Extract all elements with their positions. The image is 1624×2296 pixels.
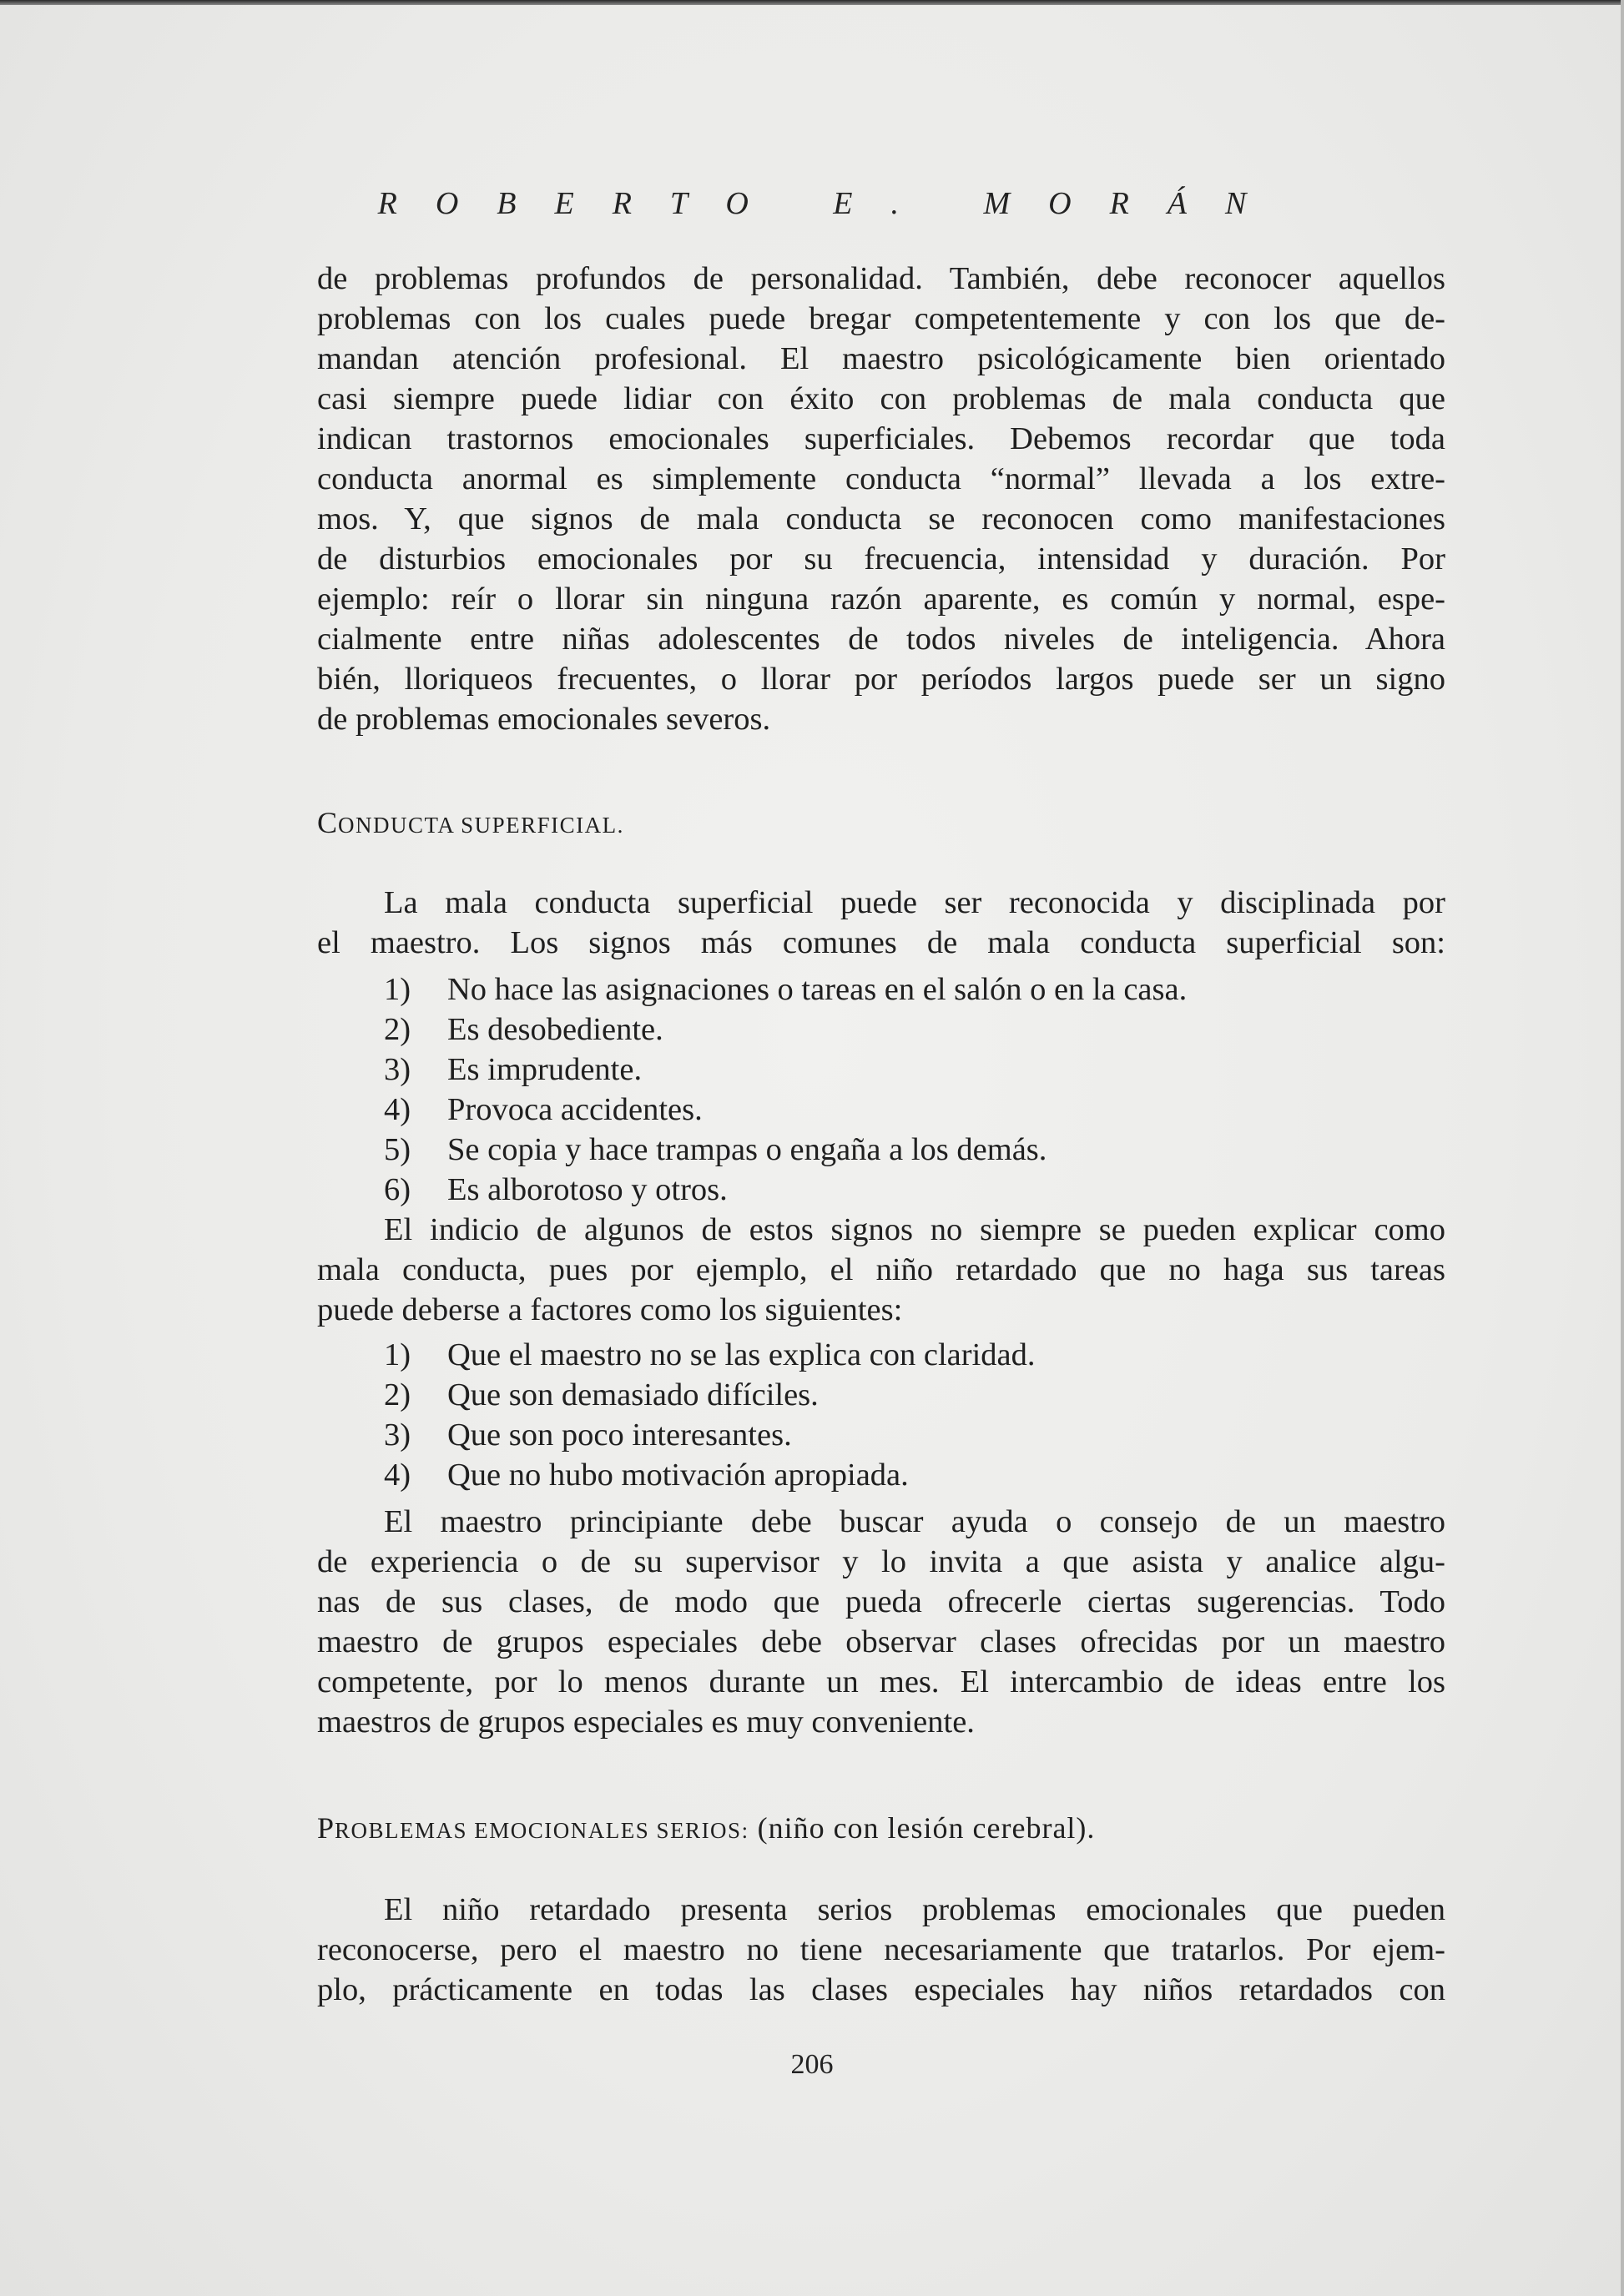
heading-smallcaps: ROBLEMAS EMOCIONALES SERIOS: — [335, 1818, 749, 1843]
text-line: de disturbios emocionales por su frecuencia, intensidad y duración. Por — [317, 541, 1445, 577]
text-line: ejemplo: reír o llorar sin ninguna razón aparente, es común y normal, espe- — [317, 582, 1445, 617]
list-item — [317, 1375, 1445, 1415]
text-line: de problemas emocionales severos. — [317, 702, 771, 737]
list-item-number: 2) — [384, 1012, 411, 1047]
list-item-text: Es desobediente. — [447, 1012, 663, 1047]
text-line: de problemas profundos de personalidad. También, debe reconocer aquellos — [317, 261, 1445, 296]
list-item — [317, 1050, 1445, 1090]
list-item — [317, 1130, 1445, 1170]
list-item — [317, 1090, 1445, 1130]
scan-right-edge — [1621, 0, 1624, 2296]
list-item-number: 1) — [384, 972, 411, 1007]
list-item-text: Se copia y hace trampas o engaña a los demás. — [447, 1132, 1047, 1167]
list-item — [317, 1010, 1445, 1050]
list-item-number: 2) — [384, 1377, 411, 1412]
list-item-text: Que son demasiado difíciles. — [447, 1377, 819, 1412]
list-item — [317, 1170, 1445, 1210]
text-line: maestros de grupos especiales es muy conveniente. — [317, 1704, 975, 1740]
text-line: mos. Y, que signos de mala conducta se reconocen como manifestaciones — [317, 501, 1445, 536]
list-item-number: 5) — [384, 1132, 411, 1167]
text-line: El indicio de algunos de estos signos no siempre se pueden explicar como — [384, 1212, 1445, 1247]
text-line: puede deberse a factores como los siguientes: — [317, 1292, 903, 1327]
scan-top-edge — [0, 0, 1624, 5]
paragraph-1 — [317, 259, 1445, 739]
text-line: plo, prácticamente en todas las clases especiales hay niños retardados con — [317, 1972, 1445, 2007]
text-line: problemas con los cuales puede bregar competentemente y con los que de- — [317, 301, 1445, 336]
text-line: casi siempre puede lidiar con éxito con problemas de mala conducta que — [317, 381, 1445, 416]
text-line: reconocerse, pero el maestro no tiene necesariamente que tratarlos. Por ejem- — [317, 1932, 1445, 1967]
list-item-text: Provoca accidentes. — [447, 1092, 703, 1127]
paragraph-5 — [317, 1890, 1445, 2010]
section-heading-serious — [317, 1810, 1095, 1845]
list-item-text: Que el maestro no se las explica con claridad. — [447, 1337, 1036, 1372]
text-line: maestro de grupos especiales debe observar clases ofrecidas por un maestro — [317, 1624, 1445, 1659]
list-superficial-signs — [317, 969, 1445, 1210]
list-item — [317, 1455, 1445, 1495]
list-item-number: 1) — [384, 1337, 411, 1372]
list-item-text: Que son poco interesantes. — [447, 1417, 792, 1453]
paragraph-2 — [317, 883, 1445, 963]
text-line: bién, lloriqueos frecuentes, o llorar por períodos largos puede ser un signo — [317, 662, 1445, 697]
list-item — [317, 1415, 1445, 1455]
text-line: el maestro. Los signos más comunes de mala conducta superficial son: — [317, 925, 1445, 960]
heading-initial: C — [317, 806, 339, 839]
text-line: El maestro principiante debe buscar ayuda o consejo de un maestro — [384, 1504, 1445, 1539]
list-factors — [317, 1335, 1445, 1495]
text-line: cialmente entre niñas adolescentes de todos niveles de inteligencia. Ahora — [317, 622, 1445, 657]
text-line: de experiencia o de su supervisor y lo invita a que asista y analice algu- — [317, 1544, 1445, 1579]
list-item-text: No hace las asignaciones o tareas en el salón o en la casa. — [447, 972, 1188, 1007]
list-item-number: 4) — [384, 1092, 411, 1127]
list-item-number: 4) — [384, 1458, 411, 1493]
text-line: El niño retardado presenta serios problemas emocionales que pueden — [384, 1892, 1445, 1927]
paragraph-4 — [317, 1502, 1445, 1742]
list-item — [317, 969, 1445, 1010]
running-head: ROBERTO E. MORÁN — [377, 186, 1285, 221]
text-line: conducta anormal es simplemente conducta “normal” llevada a los extre- — [317, 461, 1445, 496]
text-line: mandan atención profesional. El maestro psicológicamente bien orientado — [317, 341, 1445, 376]
text-line: competente, por lo menos durante un mes. El intercambio de ideas entre los — [317, 1664, 1445, 1699]
list-item-number: 3) — [384, 1417, 411, 1453]
list-item-number: 3) — [384, 1052, 411, 1087]
paragraph-3 — [317, 1210, 1445, 1330]
heading-initial: P — [317, 1811, 335, 1845]
list-item-text: Que no hubo motivación apropiada. — [447, 1458, 909, 1493]
text-line: nas de sus clases, de modo que pueda ofrecerle ciertas sugerencias. Todo — [317, 1584, 1445, 1619]
list-item — [317, 1335, 1445, 1375]
text-line: mala conducta, pues por ejemplo, el niño retardado que no haga sus tareas — [317, 1252, 1445, 1287]
section-heading-superficial — [317, 805, 624, 840]
heading-suffix: (niño con lesión cerebral). — [749, 1811, 1096, 1845]
heading-smallcaps: ONDUCTA SUPERFICIAL. — [338, 813, 624, 838]
page-number: 206 — [790, 2049, 834, 2080]
text-line: indican trastornos emocionales superficiales. Debemos recordar que toda — [317, 421, 1445, 456]
list-item-text: Es imprudente. — [447, 1052, 643, 1087]
list-item-number: 6) — [384, 1172, 411, 1207]
list-item-text: Es alborotoso y otros. — [447, 1172, 728, 1207]
text-line: La mala conducta superficial puede ser reconocida y disciplinada por — [384, 885, 1445, 920]
